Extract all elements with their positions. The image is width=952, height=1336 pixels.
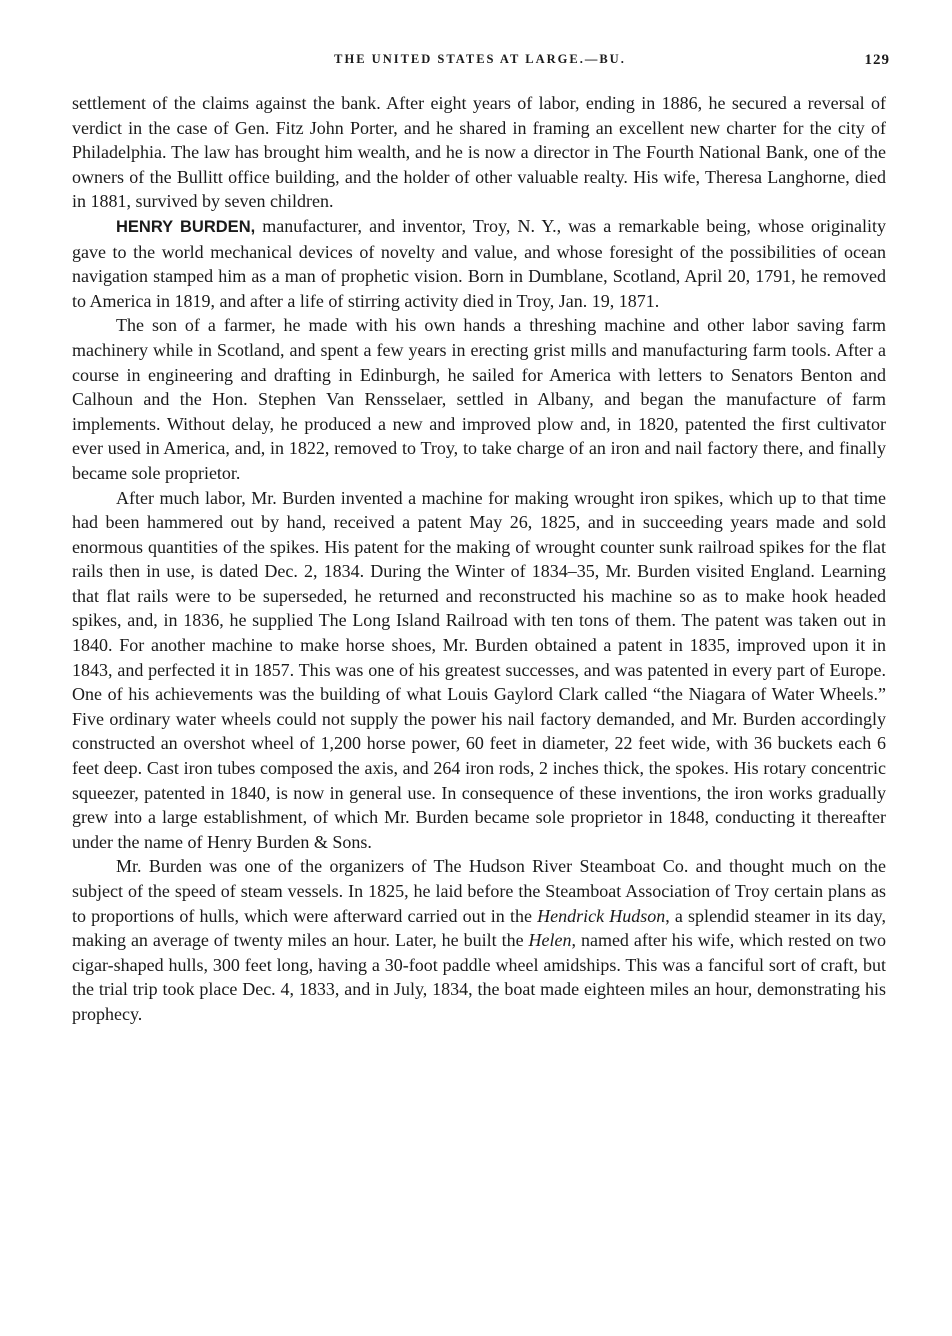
paragraph-text: , a splendid steamer in its day, making an average of twenty miles an hour. Later, he built the	[72, 905, 886, 951]
page-body	[72, 91, 886, 1027]
page-number: 129	[864, 52, 890, 68]
paragraph-text: manufacturer, and inventor, Troy, N. Y., was a remarkable being, whose originality gave to the world mechanical devices of novelty and value, and whose foresight of the possibilities of ocean navigation stamped him as a man of prophetic vision. Born in Dumblane, Scotland, April 20, 1791, he removed to America in 1819, and after a life of stirring activity died in Troy, Jan. 19, 1871.	[72, 215, 887, 311]
running-header	[70, 52, 890, 72]
running-title: THE UNITED STATES AT LARGE.—BU.	[334, 52, 626, 66]
paragraph-text: Mr. Burden was one of the organizers of The Hudson River Steamboat Co. and thought much on the subject of the speed of steam vessels. In 1825, he laid before the Steamboat Association of Troy certain plans as to proportions of hulls, which were afterward carried out in the	[72, 856, 886, 926]
paragraph-continuation	[72, 91, 886, 214]
paragraph-text: After much labor, Mr. Burden invented a machine for making wrought iron spikes, which up to that time had been hammered out by hand, received a patent May 26, 1825, and in succeeding years made and sold enormous quantities of the spikes. His patent for the making of wrought counter sunk railroad spikes for the flat rails then in use, is dated Dec. 2, 1834. During the Winter of 1834–35, Mr. Burden visited England. Learning that flat rails were to be superseded, he returned and reconstructed his machine so as to make hook headed spikes, and, in 1836, he supplied The Long Island Railroad with ten tons of them. The patent was taken out in 1840. For another machine to make horse shoes, Mr. Burden obtained a patent in 1835, improved upon it in 1843, and perfected it in 1857. This was one of his greatest successes, and was patented in every part of Europe. One of his achievements was the building of what Louis Gaylord Clark called “the Niagara of Water Wheels.” Five ordinary water wheels could not supply the power his nail factory demanded, and Mr. Burden accordingly constructed an overshot wheel of 1,200 horse power, 60 feet in diameter, 22 feet wide, with 36 buckets each 6 feet deep. Cast iron tubes composed the axis, and 264 iron rods, 2 inches thick, the spokes. His rotary concentric squeezer, patented in 1840, is now in general use. In consequence of these inventions, the iron works gradually grew into a large establishment, of which Mr. Burden became sole proprietor in 1848, conducting it thereafter under the name of Henry Burden & Sons.	[72, 487, 886, 852]
paragraph-steamboats	[72, 854, 886, 1026]
paragraph-inventions	[72, 486, 886, 855]
ship-name: Helen	[528, 930, 572, 951]
ship-name: Hendrick Hudson	[537, 905, 666, 926]
paragraph-text: , named after his wife, which rested on two cigar-shaped hulls, 300 feet long, having a 30-foot paddle wheel amidships. This was a fanciful sort of craft, but the trial trip took place Dec. 4, 1833, and in July, 1834, the boat made eighteen miles an hour, demonstrating his prophecy.	[72, 930, 886, 1024]
entry-headword: HENRY BURDEN,	[116, 217, 256, 236]
paragraph-early-life	[72, 313, 886, 485]
paragraph-text: The son of a farmer, he made with his own hands a threshing machine and other labor saving farm machinery while in Scotland, and spent a few years in erecting grist mills and manufacturing farm tools. After a course in engineering and drafting in Edinburgh, he sailed for America with letters to Senators Benton and Calhoun and the Hon. Stephen Van Rensselaer, settled in Albany, and began the manufacture of farm implements. Without delay, he produced a new and improved plow and, in 1820, patented the first cultivator ever used in America, and, in 1822, removed to Troy, to take charge of an iron and nail factory there, and finally became sole proprietor.	[72, 315, 886, 483]
paragraph-entry-henry-burden	[72, 214, 886, 313]
paragraph-text: settlement of the claims against the bank. After eight years of labor, ending in 1886, he secured a reversal of verdict in the case of Gen. Fitz John Porter, and he shared in framing an excellent new charter for the city of Philadelphia. The law has brought him wealth, and he is now a director in The Fourth National Bank, one of the owners of the Bullitt office building, and the holder of other valuable realty. His wife, Theresa Langhorne, died in 1881, survived by seven children.	[72, 93, 886, 212]
